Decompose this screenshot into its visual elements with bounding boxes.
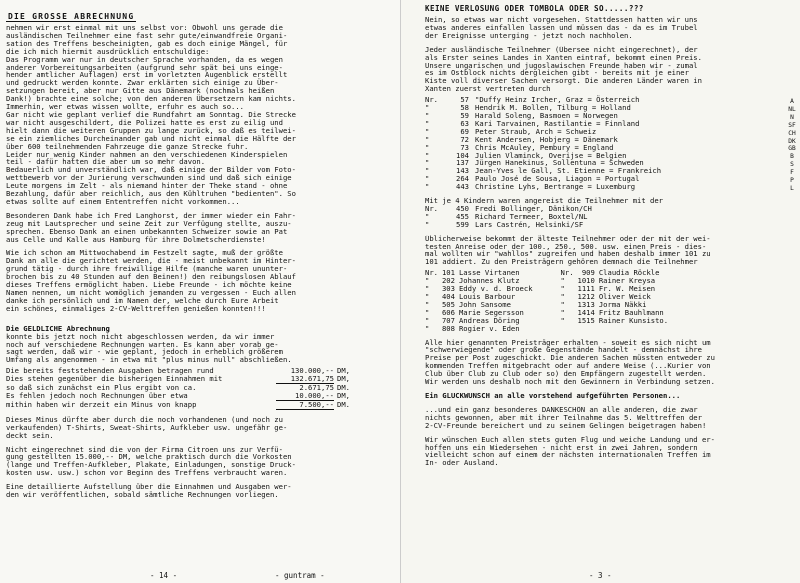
kids-name: Lars Castrén, Helsinki/SF <box>475 219 584 229</box>
country-code: L <box>790 184 794 192</box>
arrival-prefix: " <box>425 110 430 120</box>
right-paragraph-3: Mit je 4 Kindern waren angereist die Teilnehmer mit der <box>425 197 663 205</box>
winner-name: Rainer Kunsisto. <box>598 315 669 325</box>
country-code: CH <box>788 129 796 137</box>
finance-amount: 130.000,-- <box>290 366 334 376</box>
winner-number: 1515 <box>577 315 595 325</box>
arrival-row <box>425 183 661 191</box>
winner-prefix: " <box>560 284 565 294</box>
winner-prefix <box>561 325 578 333</box>
left-paragraph-1: nehmen wir erst einmal mit uns selbst vor: Obwohl uns gerade die ausländischen Teilnehmer eine fast sehr gute/einwandfreie Organi- sation des Treffens bescheinigten, gab es doch einige Mängel, für die ich mich hiermit ausdrücklich entschuldige: Das Programm war nur in deutscher Sprache vorhanden, da es wegen anderer Vorbereitungsarbeiten (aufgrund sehr spät bei uns einge- hender amtlicher Auflagen) erst im vorletzten Augenblick erstellt und gedruckt werden konnte. Zwar erklärten sich einige zu Über- setzungen bereit, aber nur Gitte aus Dänemark (nochmals heißen Dank!) brachte eine solche; von den anderen Übersetzern kam nichts. Immerhin, wer etwas wissen wollte, erfuhr es auch so... Gar nicht wie geplant verlief die Rundfahrt am Sonntag. Die Strecke war nicht ausgeschildert, die Polizei hatte es erst zu eilig und hielt dann die weiteren Gruppen zu lange zurück, so daß es teilwei- se ein ziemliches Durcheinander gab und nicht einmal die Hälfte der über 600 teilnehmenden Fahrzeuge die ganze Strecke fuhr. Leider nur wenig Kinder nahmen an den verschiedenen Kinderspielen teil - dafür hatten die aber um so mehr davon. Bedauerlich und unverständlich war, daß einige der Bilder vom Foto- wettbewerb vor der Jurierung verschwunden sind und daß sich einige Leute morgens im Zelt - als niemand hinter der Theke stand - ohne Bezahlung, dafür aber reichlich, aus den Kühltruhen "bedienten". So etwas sollte auf einem Ententreffen nicht vorkommen... <box>6 24 296 206</box>
arrival-number: 73 <box>460 142 469 152</box>
winner-prefix: " <box>425 292 430 301</box>
winner-prefix: " <box>560 299 565 309</box>
country-code: NL <box>788 105 796 113</box>
right-page <box>400 0 800 583</box>
winners-list <box>425 269 672 332</box>
arrival-prefix: " <box>425 174 430 184</box>
finance-row <box>6 367 394 375</box>
arrival-name: Christine Lyhs, Bertrange = Luxemburg <box>475 182 636 192</box>
winner-name: Andreas Döring <box>458 315 520 325</box>
winner-prefix: " <box>560 315 565 325</box>
country-code: B <box>790 153 794 161</box>
winner-name: John Sansome <box>458 299 511 309</box>
winner-prefix: " <box>425 284 430 294</box>
arrival-number: 104 <box>456 150 469 160</box>
finance-label: Die bereits feststehenden Ausgaben betragen rund <box>6 367 214 376</box>
winner-number: 1212 <box>577 292 595 301</box>
winner-prefix: Nr. <box>425 268 438 278</box>
kids-number: 599 <box>456 219 469 229</box>
winner-number: 606 <box>441 307 455 317</box>
arrival-name: Kent Andersen, Hobjerg = Dänemark <box>475 134 618 144</box>
finance-currency: DM, <box>337 366 350 376</box>
finance-amount: 10.000,-- <box>276 392 334 401</box>
country-code-column <box>785 98 799 193</box>
winner-number: 1111 <box>577 284 595 294</box>
winner-prefix: " <box>560 276 565 286</box>
kids-number: 455 <box>456 211 469 221</box>
finance-row <box>6 384 394 392</box>
winner-number: 1414 <box>577 307 595 317</box>
arrival-number: 57 <box>460 95 469 105</box>
finance-row <box>6 375 394 384</box>
right-paragraph-1: Nein, so etwas war nicht vorgesehen. Stattdessen hatten wir uns etwas anderes einfallen lassen und müssen das - da es im Trubel der Ereignisse unterging - jetzt noch nachholen. <box>425 16 698 40</box>
winner-number <box>578 325 599 333</box>
winner-name: Louis Barbour <box>458 292 516 301</box>
left-paragraph-4: konnte bis jetzt noch nicht abgeschlossen werden, da wir immer noch auf verschiedene Rechnungen warten. Es kann aber vorab ge- sagt werden, daß wir - wie geplant, jedoch in erheblich größerem Umfang als angenommen - in etwa mit "plus minus null" abschließen. <box>6 332 292 365</box>
arrival-number: 58 <box>460 103 469 113</box>
kids-prefix: " <box>425 211 430 221</box>
winner-name: Rogier v. Eden <box>458 323 520 333</box>
right-page-number: - 3 - <box>589 571 612 580</box>
winner-prefix: " <box>425 307 430 317</box>
finance-currency: DM. <box>337 383 350 393</box>
finance-label: Es fehlen jedoch noch Rechnungen über etwa <box>6 391 188 400</box>
finance-currency: DM, <box>337 374 350 384</box>
kids-name: Richard Termeer, Boxtel/NL <box>475 211 588 221</box>
arrival-name: Jean-Yves le Gall, St. Etienne = Frankreich <box>475 166 662 176</box>
winner-number: 404 <box>441 292 455 301</box>
winner-name: Marie Segersson <box>458 307 524 317</box>
country-code: DK <box>788 137 796 145</box>
kids-prefix: " <box>425 219 430 229</box>
right-heading: KEINE VERLOSUNG ODER TOMBOLA ODER SO.....??? <box>425 4 644 13</box>
winner-number: 505 <box>441 299 455 309</box>
arrival-prefix: Nr. <box>425 95 438 105</box>
first-arrivals-list <box>425 96 661 191</box>
arrival-prefix: " <box>425 150 430 160</box>
arrival-number: 63 <box>460 118 469 128</box>
arrival-name: Hendrik M. Bollen, Tilburg = Holland <box>475 103 631 113</box>
winner-name: Eddy v. d. Broeck <box>458 284 533 294</box>
finance-row <box>6 392 394 401</box>
arrival-number: 69 <box>460 126 469 136</box>
left-paragraph-2: Besonderen Dank habe ich Fred Langhorst, der immer wieder ein Fahr- zeug mit Lautsprecher und seine Zeit zur Verfügung stellte, auszu- sprechen. Ebenso Dank an einen unbekannten Schweizer sowie an Pat aus Celle und Kalle aus Hamburg für ihre Dolmetscherdienste! <box>6 211 296 244</box>
winner-number: 101 <box>441 268 455 278</box>
arrival-prefix: " <box>425 158 430 168</box>
kids-name: Fredi Bollinger, Dänikon/CH <box>475 203 592 213</box>
winner-prefix: Nr. <box>560 268 574 278</box>
kids-list <box>425 205 592 229</box>
winner-number: 808 <box>441 323 455 333</box>
left-paragraph-6: Nicht eingerechnet sind die von der Firma Citroen uns zur Verfü- gung gestellten 15.000,-- DM, welche praktisch durch die Vorkosten (lange und Treffen-Aufkleber, Plakate, Einladungen, sonstige Druck- kosten usw. usw.) schon vor Beginn des Treffens verbraucht waren. <box>6 445 296 478</box>
winner-prefix: " <box>560 307 565 317</box>
left-paragraph-5: Dieses Minus dürfte aber durch die noch vorhandenen (und noch zu verkaufenden) T-Shirts, Sweat-Shirts, Aufkleber usw. ungefähr ge- deckt sein. <box>6 415 288 440</box>
right-column <box>425 4 781 467</box>
arrival-name: "Duffy Heinz Ircher, Graz = Österreich <box>475 95 640 105</box>
winner-number: 303 <box>441 284 455 294</box>
arrival-number: 137 <box>456 158 469 168</box>
right-paragraph-2: Jeder ausländische Teilnehmer (Übersee nicht eingerechnet), der als Erster seines Landes in Xanten eintraf, bekommt einen Preis. Unsere ungarischen und jugoslawischen Freunde haben wir - zumal es im Ostblock nichts dergleichen gibt - bereits mit je einer Kiste voll diverser Sachen versorgt. Die anderen Länder waren in Xanten zuerst vertreten durch <box>425 45 702 94</box>
winner-row <box>425 325 672 333</box>
arrival-name: Julien Vlaminck, Overijse = Belgien <box>475 150 627 160</box>
arrival-name: Jürgen Hanekinus, Sollentuna = Schweden <box>475 158 644 168</box>
arrival-name: Peter Straub, Arch = Schweiz <box>475 126 597 136</box>
arrival-number: 143 <box>456 166 469 176</box>
arrival-prefix: " <box>425 166 430 176</box>
finance-heading: Die GELDLICHE Abrechnung <box>6 324 110 333</box>
winner-name <box>599 325 672 333</box>
arrival-prefix: " <box>425 142 430 152</box>
winner-prefix: " <box>425 315 430 325</box>
finance-label: so daß sich zunächst ein Plus ergibt von ca. <box>6 384 197 392</box>
winner-number: 202 <box>441 276 455 286</box>
arrival-number: 264 <box>456 174 469 184</box>
finance-currency: DM, <box>337 390 350 400</box>
winner-name: Claudia Röckle <box>598 268 660 278</box>
country-code: P <box>790 177 794 185</box>
left-column <box>6 4 394 499</box>
winner-name: Johannes Klutz <box>458 276 520 286</box>
finance-row <box>6 401 394 410</box>
arrival-number: 443 <box>456 182 469 192</box>
right-paragraph-7: ...und ein ganz besonderes DANKESCHÖN an alle anderen, die zwar nichts gewonnen, aber mit ihrer Teilnahme das 5. Welttreffen der 2-CV-Freunde bereichert und zu seinem Gelingen beigetragen haben! <box>425 405 707 430</box>
winner-name: Jorma Näkki <box>598 299 647 309</box>
arrival-name: Kari Tarvainen, Rastilantie = Finnland <box>475 118 640 128</box>
finance-amount: 132.671,75 <box>276 375 334 384</box>
finance-table <box>6 367 394 410</box>
country-code: SF <box>788 121 796 129</box>
arrival-name: Chris McAuley, Pembury = England <box>475 142 614 152</box>
arrival-prefix: " <box>425 118 430 128</box>
winner-name: Lasse Virtanen <box>458 268 520 278</box>
left-page-number: - 14 - <box>150 571 178 580</box>
winner-number: 1010 <box>577 276 595 286</box>
finance-label: mithin haben wir derzeit ein Minus von knapp <box>6 400 197 409</box>
arrival-prefix: " <box>425 134 430 144</box>
right-paragraph-4: Üblicherweise bekommt der älteste Teilnehmer oder der mit der wei- testen Anreise oder der 100., 250., 500. usw. einen Preis - dies- mal wollten wir "wahllos" zugreifen und haben deshalb immer 101 zu 101 addiert. Zu den Preisträgern gehören demnach die Teilnehmer <box>425 234 711 267</box>
winner-name: Rainer Kreysa <box>598 276 656 286</box>
winner-number: 707 <box>441 315 455 325</box>
kids-row <box>425 221 592 229</box>
right-paragraph-5: Alle hier genannten Preisträger erhalten - soweit es sich nicht um "schwerwiegende" oder große Gegenstände handelt - demnächst ihre Preise per Post zugeschickt. Die anderen Sachen müssten entweder zu kommenden Treffen mitgebracht oder auf andere Weise (...Kurier von Club über Club zu Club oder so) den Empfängern zugestellt werden. Wir werden uns deshalb noch mit den Gewinnern in Verbindung setzen. <box>425 338 715 386</box>
country-code: F <box>790 169 794 177</box>
left-paragraph-3: Wie ich schon am Mittwochabend im Festzelt sagte, muß der größte Dank an alle die gerichtet werden, die - meist unbekannt im Hinter- grund tätig - durch ihre freiwillige Hilfe (manche waren ununter- brochen bis zu 40 Stunden auf den Beinen!) den reibungslosen Ablauf dieses Treffens ermöglicht haben. Liebe Freunde - ich möchte keine Namen nennen, um nicht womöglich jemanden zu vergessen - Euch allen danke ich persönlich und im Namen der, welche durch Eure Arbeit ein schönes, einmaliges 2-CV-Welttreffen genießen konnten!!! <box>6 249 296 313</box>
arrival-name: Harald Soleng, Basmoen = Norwegen <box>475 110 618 120</box>
winner-name: Fr. W. Meisen <box>598 284 656 294</box>
country-code: GB <box>788 145 796 153</box>
country-code: S <box>790 161 794 169</box>
arrival-name: Paulo José de Sousa, Liagon = Portugal <box>475 174 640 184</box>
finance-currency: DM. <box>337 399 350 409</box>
arrival-number: 72 <box>460 134 469 144</box>
right-paragraph-6: Ein GLÜCKWUNSCH an alle vorstehend aufgeführten Personen... <box>425 391 681 400</box>
finance-amount: 2.671,75 <box>299 383 334 393</box>
signature: - guntram - <box>275 571 325 580</box>
kids-prefix: Nr. <box>425 203 438 213</box>
country-code: N <box>790 113 794 121</box>
country-code: A <box>790 98 794 105</box>
arrival-prefix: " <box>425 182 430 192</box>
left-paragraph-7: Eine detaillierte Aufstellung über die Einnahmen und Ausgaben wer- den wir veröffentlichen, sobald sämtliche Rechnungen vorliegen. <box>6 483 292 499</box>
winner-number: 1313 <box>577 299 595 309</box>
arrival-number: 59 <box>460 110 469 120</box>
right-paragraph-8: Wir wünschen Euch allen stets guten Flug und weiche Landung und er- hoffen uns ein Wiedersehen - nicht erst in zwei Jahren, sondern vielleicht schon auf einem der nächsten internationalen Treffen im In- oder Ausland. <box>425 435 715 468</box>
arrival-prefix: " <box>425 103 430 113</box>
winner-prefix: " <box>560 292 565 301</box>
winner-prefix: " <box>425 276 430 286</box>
finance-amount: 7.500,-- <box>276 401 334 410</box>
finance-label: Dies stehen gegenüber die bisherigen Einnahmen mit <box>6 375 223 384</box>
winner-prefix: " <box>425 299 430 309</box>
winner-prefix: " <box>425 323 430 333</box>
kids-number: 450 <box>456 203 469 213</box>
winner-name: Oliver Weick <box>598 292 651 301</box>
arrival-prefix: " <box>425 126 430 136</box>
left-heading: DIE GROSSE ABRECHNUNG <box>8 12 135 21</box>
winner-number: 909 <box>581 268 595 278</box>
winner-name: Fritz Bauhlmann <box>598 307 664 317</box>
